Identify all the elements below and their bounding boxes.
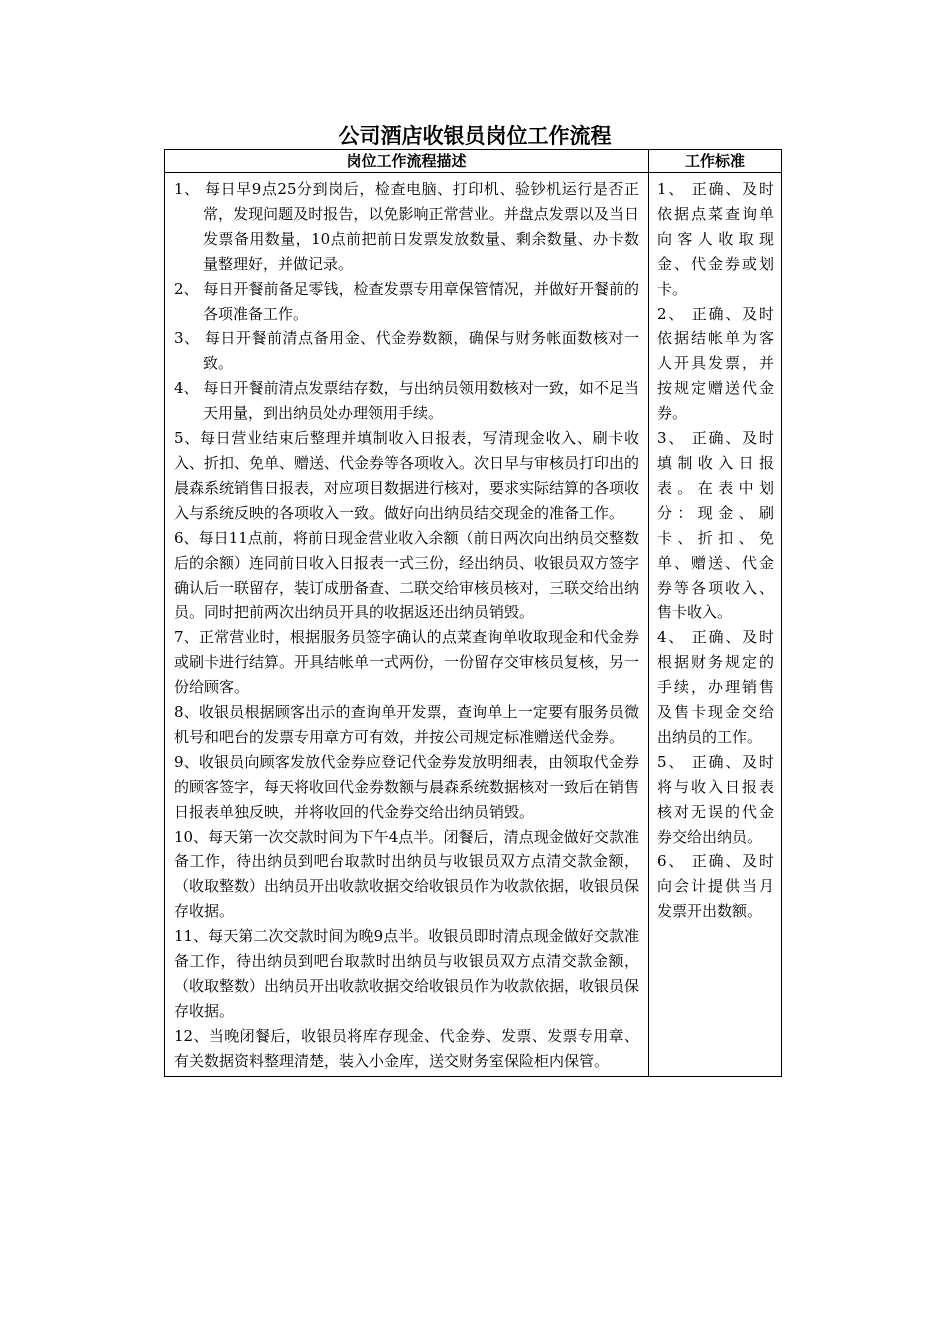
standard-6: 6、 正确、及时向会计提供当月发票开出数额。 xyxy=(657,852,774,921)
step-11: 11、每天第二次交款时间为晚9点半。收银员即时清点现金做好交款准备工作，待出纳员到吧台取款时出纳员与收银员双方点清交款金额，（收取整数）出纳员开出收款收据交给收银员作为收款依据，收银员保存收据。 xyxy=(174,927,640,1020)
step-8: 8、收银员根据顾客出示的查询单开发票，查询单上一定要有服务员微机号和吧台的发票专用章方可有效，并按公司规定标准赠送代金券。 xyxy=(174,703,639,746)
header-standard: 工作标准 xyxy=(649,150,782,173)
header-description: 岗位工作流程描述 xyxy=(165,150,649,173)
step-6: 6、每日11点前，将前日现金营业收入余额（前日两次向出纳员交整数后的余额）连同前日收入日报表一式三份，经出纳员、收银员双方签字确认后一联留存，装订成册备查、二联交给审核员核对，三联交给出纳员。同时把前两次出纳员开具的收据返还出纳员销毁。 xyxy=(174,528,640,622)
standard-3: 3、 正确、及时填制收入日报表。在表中划分：现金、刷卡、折扣、免单、赠送、代金券等各项收入、售卡收入。 xyxy=(657,429,774,622)
step-4: 4、 每日开餐前清点发票结存数，与出纳员领用数核对一致，如不足当天用量，到出纳员处办理领用手续。 xyxy=(174,379,639,423)
document-title: 公司酒店收银员岗位工作流程 xyxy=(338,124,612,148)
step-2: 2、 每日开餐前备足零钱，检查发票专用章保管情况，并做好开餐前的各项准备工作。 xyxy=(174,279,639,323)
table-header-row xyxy=(165,150,782,173)
standard-1: 1、 正确、及时依据点菜查询单向客人收取现金、代金券或划卡。 xyxy=(657,180,774,298)
step-5: 5、每日营业结束后整理并填制收入日报表，写清现金收入、刷卡收入、折扣、免单、赠送、代金券等各项收入。次日早与审核员打印出的晨森系统销售日报表，对应项目数据进行核对，要求实际结算的各项收入与系统反映的各项收入一致。做好向出纳员结交现金的准备工作。 xyxy=(174,429,640,522)
standard-4: 4、 正确、及时根据财务规定的手续，办理销售及售卡现金交给出纳员的工作。 xyxy=(657,628,774,746)
step-7: 7、正常营业时，根据服务员签字确认的点菜查询单收取现金和代金券或刷卡进行结算。开具结帐单一式两份，一份留存交审核员复核，另一份给顾客。 xyxy=(174,628,640,697)
step-3: 3、 每日开餐前清点备用金、代金券数额，确保与财务帐面数核对一致。 xyxy=(174,329,639,373)
standard-5: 5、 正确、及时将与收入日报表核对无误的代金券交给出纳员。 xyxy=(657,752,774,846)
step-12: 12、当晚闭餐后，收银员将库存现金、代金券、发票、发票专用章、有关数据资料整理清楚，装入小金库，送交财务室保险柜内保管。 xyxy=(174,1026,639,1070)
step-9: 9、收银员向顾客发放代金券应登记代金券发放明细表，由领取代金券的顾客签字，每天将收回代金券数额与晨森系统数据核对一致后在销售日报表单独反映，并将收回的代金券交给出纳员销毁。 xyxy=(174,752,640,821)
description-cell xyxy=(165,173,649,1077)
standard-cell xyxy=(649,173,782,1077)
table-body-row xyxy=(165,173,782,1077)
step-10: 10、每天第一次交款时间为下午4点半。闭餐后，清点现金做好交款准备工作，待出纳员到吧台取款时出纳员与收银员双方点清交款金额，（收取整数）出纳员开出收款收据交给收银员作为收款依据，收银员保存收据。 xyxy=(174,827,640,921)
step-1: 1、 每日早9点25分到岗后，检查电脑、打印机、验钞机运行是否正常，发现问题及时报告，以免影响正常营业。并盘点发票以及当日发票备用数量，10点前把前日发票发放数量、剩余数量、办卡数量整理好，并做记录。 xyxy=(174,180,639,273)
workflow-table xyxy=(164,149,782,1077)
standard-2: 2、 正确、及时依据结帐单为客人开具发票，并按规定赠送代金券。 xyxy=(657,304,774,423)
